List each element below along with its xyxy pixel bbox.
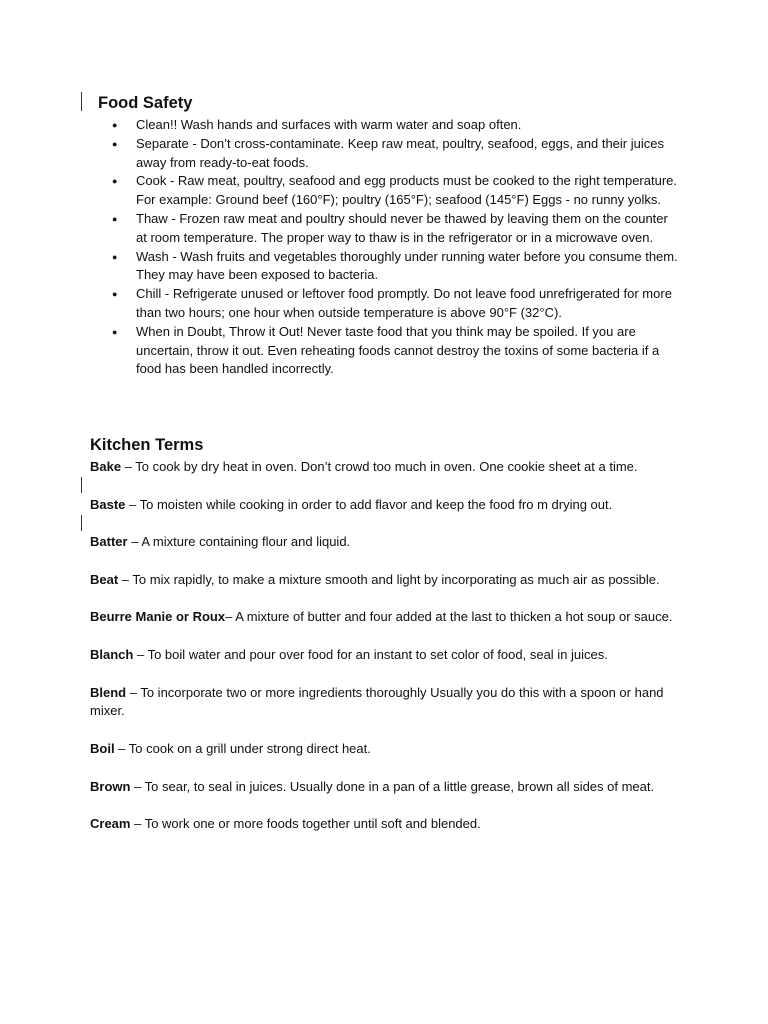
comment-margin-marker	[81, 515, 82, 531]
term-entry-blanch	[90, 646, 680, 665]
term-entry-boil	[90, 740, 680, 759]
bullet-icon: ●	[112, 138, 118, 149]
term-name: Beat	[90, 571, 119, 587]
term-name: Brown	[90, 778, 131, 794]
comment-margin-marker	[81, 477, 82, 493]
kitchen-terms-list	[90, 458, 680, 853]
term-entry-batter	[90, 533, 680, 552]
list-item	[112, 135, 682, 173]
term-definition: – To moisten while cooking in order to add flavor and keep the food fro m drying out.	[125, 496, 613, 512]
term-name: Boil	[90, 740, 115, 756]
term-entry-blend	[90, 684, 680, 722]
bullet-icon: ●	[112, 251, 118, 262]
term-entry-beat	[90, 571, 680, 590]
bullet-icon: ●	[112, 213, 118, 224]
list-item	[112, 285, 682, 323]
bullet-icon: ●	[112, 176, 118, 187]
list-item-text: Clean!! Wash hands and surfaces with warm water and soap often.	[136, 117, 522, 132]
term-entry-bake	[90, 458, 680, 477]
list-item	[112, 116, 682, 135]
list-item	[112, 210, 682, 248]
term-name: Cream	[90, 816, 131, 832]
list-item-text: Separate - Don’t cross-contaminate. Keep raw meat, poultry, seafood, eggs, and their juices away from ready-to-eat foods.	[136, 135, 664, 170]
comment-margin-marker	[81, 92, 82, 111]
food-safety-list	[112, 116, 682, 379]
list-item-text: Cook - Raw meat, poultry, seafood and egg products must be cooked to the right temperature. For example: Ground beef (160°F); poultry (165°F); seafood (145°F) Eggs - no runny yolks.	[136, 173, 677, 208]
term-definition: – A mixture of butter and four added at the last to thicken a hot soup or sauce.	[225, 609, 673, 625]
term-definition: – To mix rapidly, to make a mixture smooth and light by incorporating as much air as possible.	[118, 571, 660, 587]
term-definition: – To cook by dry heat in oven. Don’t crowd too much in oven. One cookie sheet at a time.	[121, 459, 638, 474]
term-definition: – To sear, to seal in juices. Usually done in a pan of a little grease, brown all sides of meat.	[130, 778, 655, 794]
bullet-icon: ●	[112, 289, 118, 300]
list-item-text: When in Doubt, Throw it Out! Never taste food that you think may be spoiled. If you are uncertain, throw it out. Even reheating foods cannot destroy the toxins of some bacteria if a food has been handled incorrectly.	[136, 323, 660, 377]
term-definition: – To boil water and pour over food for an instant to set color of food, seal in juices.	[133, 646, 608, 662]
list-item	[112, 172, 682, 210]
term-entry-beurre-manie	[90, 608, 680, 627]
list-item-text: Chill - Refrigerate unused or leftover food promptly. Do not leave food unrefrigerated for more than two hours; one hour when outside temperature is above 90°F (32°C).	[136, 286, 672, 320]
term-entry-cream	[90, 815, 680, 834]
term-definition: – A mixture containing flour and liquid.	[127, 534, 351, 550]
bullet-icon: ●	[112, 120, 118, 130]
term-definition: – To incorporate two or more ingredients thoroughly Usually you do this with a spoon or hand mixer.	[90, 684, 664, 719]
list-item	[112, 248, 682, 286]
list-item	[112, 323, 682, 379]
term-name: Beurre Manie or Roux	[90, 609, 226, 625]
term-name: Blend	[90, 684, 127, 700]
term-entry-brown	[90, 778, 680, 797]
bullet-icon: ●	[112, 326, 118, 337]
kitchen-terms-heading: Kitchen Terms	[90, 436, 204, 454]
term-name: Baste	[90, 496, 126, 512]
term-definition: – To work one or more foods together until soft and blended.	[130, 816, 481, 832]
list-item-text: Thaw - Frozen raw meat and poultry should never be thawed by leaving them on the counter at room temperature. The proper way to thaw is in the refrigerator or in a microwave oven.	[136, 210, 668, 245]
term-entry-baste	[90, 496, 680, 515]
term-definition: – To cook on a grill under strong direct heat.	[114, 740, 371, 756]
term-name: Bake	[90, 459, 122, 474]
term-name: Batter	[90, 534, 128, 550]
list-item-text: Wash - Wash fruits and vegetables thoroughly under running water before you consume them. They may have been exposed to bacteria.	[136, 248, 678, 283]
food-safety-heading: Food Safety	[98, 94, 193, 112]
term-name: Blanch	[90, 646, 134, 662]
